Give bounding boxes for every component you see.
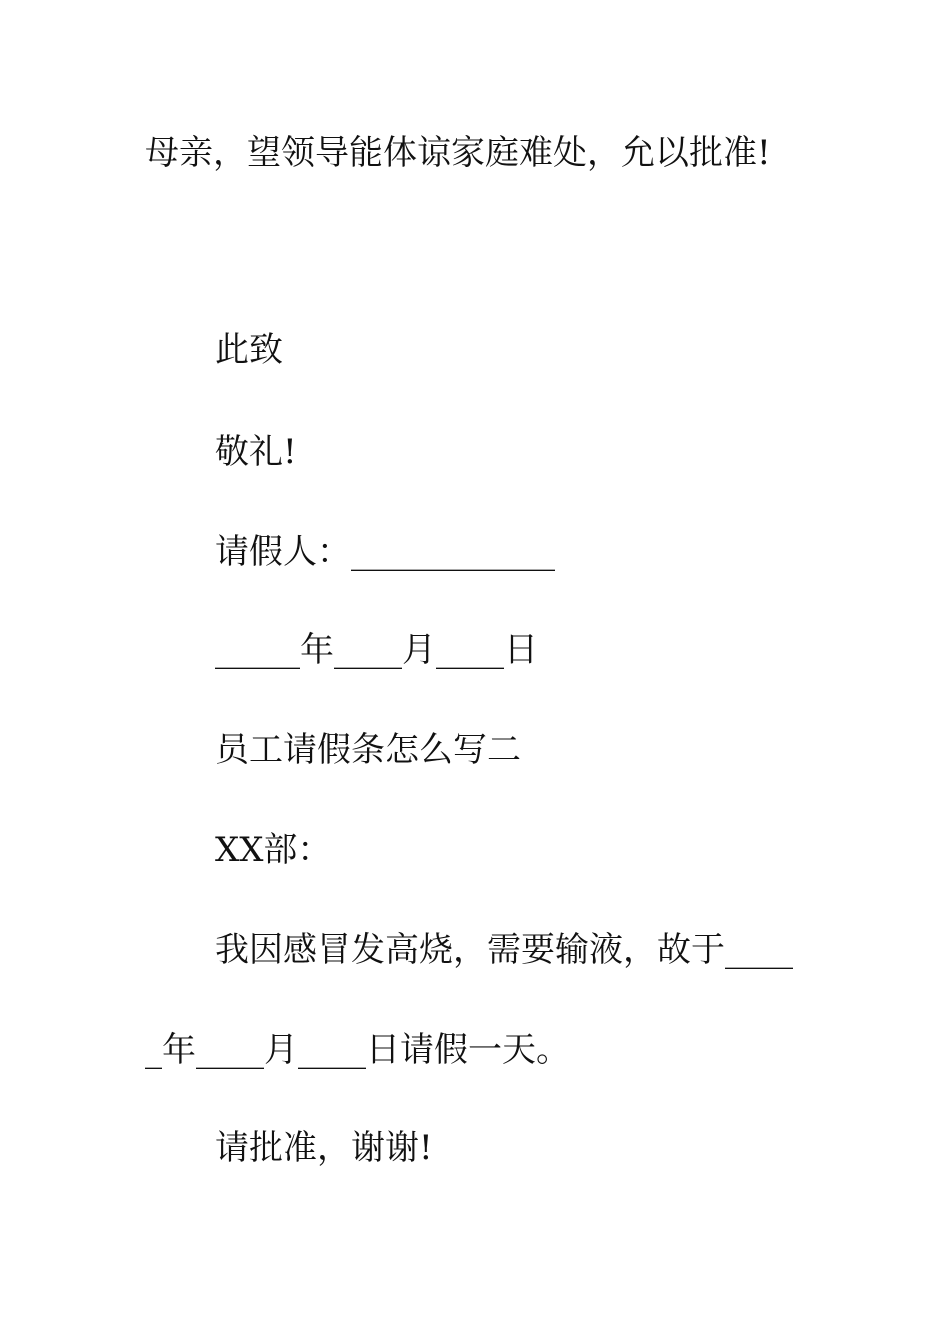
request-approval-line: 请批准，谢谢! (215, 1128, 433, 1168)
date-line: _____年____月____日 (215, 630, 538, 670)
paragraph-continuation: 母亲，望领导能体谅家庭难处，允以批准! (145, 133, 771, 173)
closing-phrase: 此致 (215, 330, 283, 370)
section-heading: 员工请假条怎么写二 (215, 730, 521, 770)
body-paragraph-line-1: 我因感冒发高烧，需要输液，故于____ (215, 930, 793, 970)
applicant-signature-line: 请假人：____________ (215, 532, 555, 572)
addressee: XX部： (215, 830, 332, 870)
salutation: 敬礼! (215, 432, 297, 472)
body-paragraph-line-2: _年____月____日请假一天。 (145, 1030, 570, 1070)
